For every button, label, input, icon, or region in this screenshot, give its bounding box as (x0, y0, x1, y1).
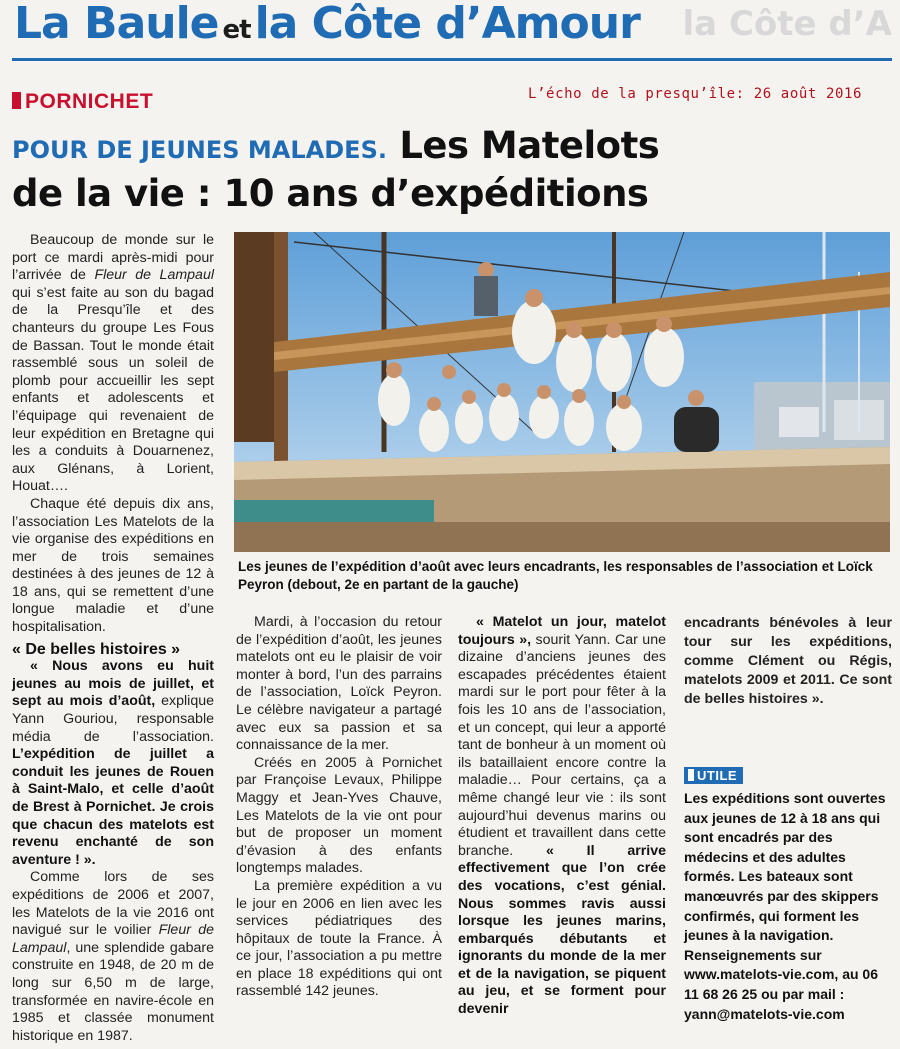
article-column-4 (684, 614, 892, 709)
article-photo (234, 232, 890, 552)
utile-tag-text: UTILE (697, 768, 738, 783)
paragraph (12, 869, 214, 1045)
quote: « Il arrive effectivement que l’on crée des vocations, c’est génial. Nous sommes ravis aussi lorsque les jeunes marins, embarqués débutants et ignorants du monde de la mer et de la navigation, se piquent au jeu, et se forment pour devenir (458, 842, 666, 1018)
article-column-2 (236, 614, 442, 1001)
article-headline (12, 124, 892, 216)
text: sourit Yann. Car une dizaine d’anciens jeunes des escapades précédentes étaient mardi sur le port pour fêter à la fois les 10 ans de l’association, et un concept, qui leur a apporté tant de bonheur à un moment où ils bataillaient encore contre la maladie… Pour certains, ça a même changé leur vie : ils sont aujourd’hui devenus marins ou étudient et travaillent dans cette branche. (458, 631, 666, 859)
bleed-through-text: la Côte d’A (682, 4, 892, 44)
paragraph: encadrants bénévoles à leur tour sur les expéditions, comme Clément ou Régis, matelots 2009 et 2011. Ce sont de belles histoires ». (684, 615, 892, 707)
paragraph: Chaque été depuis dix ans, l’association Les Matelots de la vie organise des expéditions en mer de trois semaines destinées à des jeunes de 12 à 18 ans, qui se remettent d’une longue maladie et d’une hospitalisation. (12, 495, 214, 636)
newspaper-masthead (12, 0, 892, 61)
masthead-title (14, 0, 640, 49)
article-column-1 (12, 232, 214, 1045)
section-label: PORNICHET (25, 90, 154, 113)
utile-marker-icon (688, 769, 694, 781)
source-credit: L’écho de la presqu’île: 26 août 2016 (528, 86, 863, 102)
masthead-title-part1: La Baule (14, 0, 219, 49)
paragraph: Créés en 2005 à Pornichet par Françoise Levaux, Philippe Maggy et Jean-Yves Chauve, Les Matelots de la vie ont pour but de proposer un moment d’évasion à des enfants longtemps malades. (236, 754, 442, 877)
section-tag (12, 90, 153, 114)
text: Comme lors de ses expéditions de 2006 et 2007, les Matelots de la vie 2016 ont navigué sur le voilier (12, 869, 214, 939)
masthead-title-part2: la Côte d’Amour (254, 0, 640, 49)
text: explique Yann Gouriou, responsable média de l’association. (12, 693, 215, 745)
paragraph (458, 614, 666, 1019)
quote: L’expédition de juillet a conduit les jeunes de Rouen à Saint-Malo, et celle d’août de Brest à Pornichet. Je crois que chacun des matelots est revenu enchanté de son aventure ! ». (12, 746, 214, 868)
text: , une splendide gabare construite en 1948, de 20 m de long sur 6,50 m de large, transformée en navire-école en 1985 et classée monument historique en 1987. (12, 939, 214, 1044)
quote: « Nous avons eu huit jeunes au mois de juillet, et sept au mois d’août, (12, 658, 214, 710)
masthead-title-et: et (222, 15, 251, 45)
subheading: « De belles histoires » (12, 640, 181, 658)
article-column-3 (458, 614, 666, 1019)
boat-crew-photo (234, 232, 890, 552)
ship-name: Fleur de Lampaul (12, 922, 214, 956)
paragraph (12, 658, 214, 869)
ship-name: Fleur de Lampaul (94, 267, 214, 284)
text: qui s’est faite au son du bagad de la Presqu’île et des chanteurs du groupe Les Fous de Bassan. Tout le monde était rassemblé sous un soleil de plomb pour accueillir les sept enfants et adolescents et l’équipage qui revenaient de leur expédition en Bretagne qui les a conduits à Douarnenez, aux Glénans, à Lorient, Houat…. (12, 284, 214, 495)
headline-line2: de la vie : 10 ans d’expéditions (12, 172, 649, 215)
paragraph: Mardi, à l’occasion du retour de l’expédition d’août, les jeunes matelots ont eu le plaisir de voir monter à bord, l’un des parrains de l’association, Loïck Peyron. Le célèbre navigateur a partagé avec eux sa passion et sa connaissance de la mer. (236, 614, 442, 754)
paragraph: La première expédition a vu le jour en 2006 en lien avec les services pédiatriques des hôpitaux de toute la France. À ce jour, l’association a pu mettre en place 18 expéditions qui ont rassemblé 142 jeunes. (236, 877, 442, 1000)
photo-caption: Les jeunes de l’expédition d’août avec leurs encadrants, les responsables de l’association et Loïck Peyron (debout, 2e en partant de la gauche) (238, 559, 873, 592)
quote: « Matelot un jour, matelot toujours », (458, 614, 666, 648)
section-marker-icon (12, 92, 21, 109)
utile-box-text: Les expéditions sont ouvertes aux jeunes de 12 à 18 ans qui sont encadrés par des médecins et des adultes formés. Les bateaux sont manœuvrés par des skippers confirmés, qui forment les jeunes à la navigation. Renseignements sur www.matelots-vie.com, au 06 11 68 26 25 ou par mail : yann@matelots-vie.com (684, 790, 886, 1022)
headline-kicker: POUR DE JEUNES MALADES. (12, 136, 387, 164)
paragraph (12, 232, 214, 496)
text: Beaucoup de monde sur le port ce mardi après-midi pour l’arrivée de (12, 232, 214, 284)
utile-box-label (684, 767, 743, 784)
headline-line1: Les Matelots (399, 124, 660, 167)
